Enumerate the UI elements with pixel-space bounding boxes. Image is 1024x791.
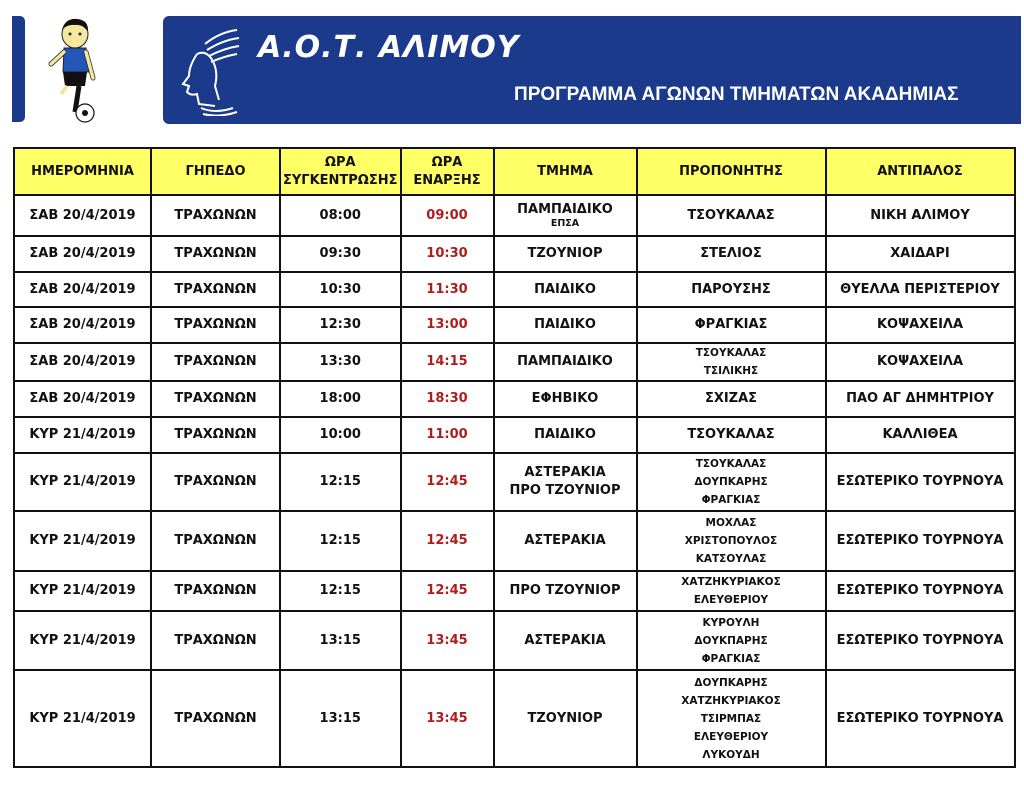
venue-cell: ΤΡΑΧΩΝΩΝ [151,417,280,453]
coach-name: ΠΑΡΟΥΣΗΣ [691,281,771,297]
meeting-time-cell: 13:15 [280,611,401,670]
left-blue-strip [12,16,25,122]
team-cell [494,453,637,511]
team-cell [494,670,637,767]
coach-name: ΛΥΚΟΥΔΗ [702,748,760,761]
table-row [14,272,1015,307]
date-cell: ΚΥΡ 21/4/2019 [14,670,151,767]
coach-name: ΦΡΑΓΚΙΑΣ [694,317,768,332]
coach-cell [637,453,826,511]
date-cell: ΚΥΡ 21/4/2019 [14,453,151,511]
team-cell [494,611,637,670]
coach-name: ΣΧΙΖΑΣ [704,391,758,406]
start-time-cell: 13:45 [401,670,494,767]
coach-name: ΕΛΕΥΘΕΡΙΟΥ [693,730,769,743]
date-cell: ΣΑΒ 20/4/2019 [14,343,151,381]
table-row [14,453,1015,511]
team-cell [494,417,637,453]
coach-name: ΧΑΤΖΗΚΥΡΙΑΚΟΣ [681,576,781,588]
venue-cell: ΤΡΑΧΩΝΩΝ [151,511,280,571]
team-cell [494,236,637,272]
coach-cell [637,307,826,343]
opponent-cell: ΚΟΨΑΧΕΙΛΑ [826,307,1015,343]
date-cell: ΣΑΒ 20/4/2019 [14,272,151,307]
match-schedule-table [13,147,1016,768]
team-cell [494,272,637,307]
opponent-cell: ΕΣΩΤΕΡΙΚΟ ΤΟΥΡΝΟΥΑ [826,611,1015,670]
start-time-cell: 10:30 [401,236,494,272]
coach-cell [637,381,826,417]
opponent-cell: ΕΣΩΤΕΡΙΚΟ ΤΟΥΡΝΟΥΑ [826,511,1015,571]
table-row [14,307,1015,343]
club-name: Α.Ο.Τ. ΑΛΙΜΟΥ [258,30,520,65]
page-subtitle: ΠΡΟΓΡΑΜΜΑ ΑΓΩΝΩΝ ΤΜΗΜΑΤΩΝ ΑΚΑΔΗΜΙΑΣ [514,84,959,105]
team-name: ΤΖΟΥΝΙΟΡ [527,710,603,726]
coach-name: ΚΑΤΣΟΥΛΑΣ [695,553,767,565]
table-row [14,236,1015,272]
winged-helmet-logo-icon [175,24,245,116]
start-time-cell: 18:30 [401,381,494,417]
table-row [14,611,1015,670]
start-time-cell: 12:45 [401,511,494,571]
table-row [14,511,1015,571]
column-header-team: ΤΜΗΜΑ [494,148,637,195]
coach-name: ΤΣΙΛΙΚΗΣ [703,365,759,377]
date-cell: ΣΑΒ 20/4/2019 [14,195,151,236]
venue-cell: ΤΡΑΧΩΝΩΝ [151,343,280,381]
coach-cell [637,417,826,453]
coach-cell [637,571,826,611]
date-cell: ΣΑΒ 20/4/2019 [14,307,151,343]
date-cell: ΚΥΡ 21/4/2019 [14,611,151,670]
coach-name: ΧΑΤΖΗΚΥΡΙΑΚΟΣ [681,694,781,707]
venue-cell: ΤΡΑΧΩΝΩΝ [151,236,280,272]
team-name: ΕΦΗΒΙΚΟ [531,391,599,406]
venue-cell: ΤΡΑΧΩΝΩΝ [151,571,280,611]
team-cell [494,307,637,343]
club-banner [163,16,1021,124]
table-row [14,417,1015,453]
coach-cell [637,670,826,767]
date-cell: ΣΑΒ 20/4/2019 [14,381,151,417]
column-header-date: ΗΜΕΡΟΜΗΝΙΑ [14,148,151,195]
team-name: ΠΑΙΔΙΚΟ [534,281,596,297]
opponent-cell: ΠΑΟ ΑΓ ΔΗΜΗΤΡΙΟΥ [826,381,1015,417]
coach-name: ΦΡΑΓΚΙΑΣ [701,494,761,506]
team-name: ΑΣΤΕΡΑΚΙΑ [524,632,606,648]
column-header-start-time: ΩΡΑ ΕΝΑΡΞΗΣ [401,148,494,195]
column-header-coach: ΠΡΟΠΟΝΗΤΗΣ [637,148,826,195]
coach-name: ΚΥΡΟΥΛΗ [702,616,760,629]
column-header-venue: ΓΗΠΕΔΟ [151,148,280,195]
coach-name: ΣΤΕΛΙΟΣ [700,246,762,261]
team-cell [494,195,637,236]
team-cell [494,571,637,611]
coach-name: ΔΟΥΠΚΑΡΗΣ [694,676,768,689]
coach-cell [637,611,826,670]
venue-cell: ΤΡΑΧΩΝΩΝ [151,307,280,343]
coach-cell [637,343,826,381]
table-row [14,571,1015,611]
team-cell [494,511,637,571]
column-header-opponent: ΑΝΤΙΠΑΛΟΣ [826,148,1015,195]
coach-name: ΤΣΟΥΚΑΛΑΣ [695,347,767,359]
start-time-cell: 11:30 [401,272,494,307]
coach-cell [637,195,826,236]
table-header-row [14,148,1015,195]
venue-cell: ΤΡΑΧΩΝΩΝ [151,381,280,417]
meeting-time-cell: 12:15 [280,511,401,571]
coach-name: ΤΣΟΥΚΑΛΑΣ [687,427,775,442]
date-cell: ΚΥΡ 21/4/2019 [14,417,151,453]
venue-cell: ΤΡΑΧΩΝΩΝ [151,195,280,236]
team-name: ΠΡΟ ΤΖΟΥΝΙΟΡ [509,483,621,498]
date-cell: ΚΥΡ 21/4/2019 [14,511,151,571]
table-row [14,670,1015,767]
venue-cell: ΤΡΑΧΩΝΩΝ [151,670,280,767]
opponent-cell: ΝΙΚΗ ΑΛΙΜΟΥ [826,195,1015,236]
opponent-cell: ΚΟΨΑΧΕΙΛΑ [826,343,1015,381]
coach-cell [637,272,826,307]
meeting-time-cell: 13:15 [280,670,401,767]
opponent-cell: ΕΣΩΤΕΡΙΚΟ ΤΟΥΡΝΟΥΑ [826,453,1015,511]
opponent-cell: ΘΥΕΛΛΑ ΠΕΡΙΣΤΕΡΙΟΥ [826,272,1015,307]
meeting-time-cell: 09:30 [280,236,401,272]
coach-name: ΦΡΑΓΚΙΑΣ [701,652,761,665]
meeting-time-cell: 10:30 [280,272,401,307]
coach-name: ΔΟΥΚΠΑΡΗΣ [694,634,768,647]
column-header-meeting-time: ΩΡΑ ΣΥΓΚΕΝΤΡΩΣΗΣ [280,148,401,195]
coach-name: ΤΣΟΥΚΑΛΑΣ [695,458,767,470]
opponent-cell: ΕΣΩΤΕΡΙΚΟ ΤΟΥΡΝΟΥΑ [826,571,1015,611]
coach-cell [637,236,826,272]
opponent-cell: ΚΑΛΛΙΘΕΑ [826,417,1015,453]
venue-cell: ΤΡΑΧΩΝΩΝ [151,453,280,511]
team-name: ΠΑΙΔΙΚΟ [534,427,596,442]
coach-name: ΕΛΕΥΘΕΡΙΟΥ [693,594,769,606]
meeting-time-cell: 18:00 [280,381,401,417]
team-name: ΠΑΙΔΙΚΟ [534,317,596,332]
date-cell: ΚΥΡ 21/4/2019 [14,571,151,611]
team-note: ΕΠΣΑ [550,217,580,229]
start-time-cell: 14:15 [401,343,494,381]
coach-name: ΜΟΧΛΑΣ [705,517,757,529]
table-row [14,343,1015,381]
meeting-time-cell: 12:30 [280,307,401,343]
start-time-cell: 13:00 [401,307,494,343]
team-name: ΑΣΤΕΡΑΚΙΑ [524,465,606,480]
meeting-time-cell: 13:30 [280,343,401,381]
coach-name: ΤΣΙΡΜΠΑΣ [700,712,762,725]
kid-footballer-mascot-icon [45,12,105,127]
table-row [14,195,1015,236]
opponent-cell: ΧΑΙΔΑΡΙ [826,236,1015,272]
team-cell [494,343,637,381]
date-cell: ΣΑΒ 20/4/2019 [14,236,151,272]
meeting-time-cell: 10:00 [280,417,401,453]
start-time-cell: 12:45 [401,571,494,611]
coach-name: ΤΣΟΥΚΑΛΑΣ [687,207,775,223]
team-name: ΠΑΜΠΑΙΔΙΚΟ [517,354,613,369]
opponent-cell: ΕΣΩΤΕΡΙΚΟ ΤΟΥΡΝΟΥΑ [826,670,1015,767]
team-name: ΤΖΟΥΝΙΟΡ [527,246,603,261]
start-time-cell: 13:45 [401,611,494,670]
coach-cell [637,511,826,571]
venue-cell: ΤΡΑΧΩΝΩΝ [151,611,280,670]
team-cell [494,381,637,417]
meeting-time-cell: 08:00 [280,195,401,236]
meeting-time-cell: 12:15 [280,453,401,511]
team-name: ΠΑΜΠΑΙΔΙΚΟ [517,201,613,217]
coach-name: ΔΟΥΠΚΑΡΗΣ [694,476,768,488]
start-time-cell: 09:00 [401,195,494,236]
team-name: ΠΡΟ ΤΖΟΥΝΙΟΡ [509,583,621,598]
start-time-cell: 12:45 [401,453,494,511]
meeting-time-cell: 12:15 [280,571,401,611]
venue-cell: ΤΡΑΧΩΝΩΝ [151,272,280,307]
start-time-cell: 11:00 [401,417,494,453]
team-name: ΑΣΤΕΡΑΚΙΑ [524,533,606,548]
coach-name: ΧΡΙΣΤΟΠΟΥΛΟΣ [684,535,778,547]
table-row [14,381,1015,417]
